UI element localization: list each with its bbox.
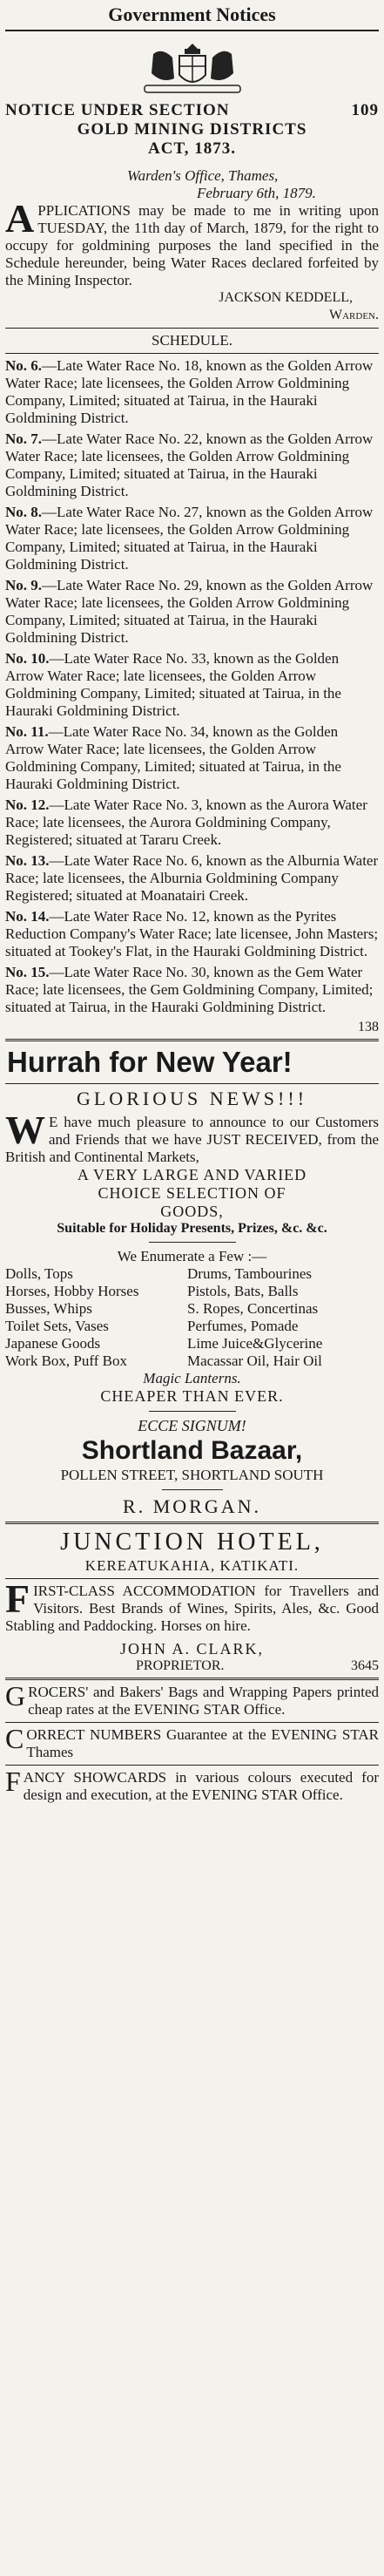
schedule-item-text: —Late Water Race No. 33, known as the Golden Arrow Water Race; late licensees, the Golden Arrow Goldmining Company, Limited; situated at Tairua, in the Hauraki Goldmining District. xyxy=(5,650,341,719)
divider xyxy=(5,1678,379,1680)
headline-2: CHOICE SELECTION OF xyxy=(98,1184,286,1202)
hotel-name: JUNCTION HOTEL, xyxy=(60,1529,324,1556)
small-ad xyxy=(5,1680,379,1718)
schedule-item-number: No. 14. xyxy=(5,908,50,925)
schedule-list xyxy=(5,357,379,1016)
divider xyxy=(5,1522,379,1524)
royal-coat-of-arms-icon xyxy=(127,37,258,98)
schedule-item-text: —Late Water Race No. 6, known as the Alburnia Water Race; late licensees, the Alburnia Goldmining Company Registered; situated at Moanatairi Creek. xyxy=(5,852,379,904)
small-ad-cap: C xyxy=(5,1723,24,1754)
divider xyxy=(5,1039,379,1041)
schedule-item xyxy=(5,723,379,793)
hotel-proprietor: JOHN A. CLARK, xyxy=(119,1640,264,1657)
goods-row xyxy=(5,1265,379,1283)
schedule-item-text: —Late Water Race No. 22, known as the Golden Arrow Water Race; late licensees, the Golden Arrow Goldmining Company, Limited; situated at Tairua, in the Hauraki Goldmining District. xyxy=(5,430,374,499)
suitable-line: Suitable for Holiday Presents, Prizes, &c. &c. xyxy=(57,1221,327,1236)
schedule-item xyxy=(5,964,379,1016)
divider xyxy=(5,328,379,329)
bazaar-owner: R. MORGAN. xyxy=(123,1495,261,1517)
small-ad xyxy=(5,1766,379,1804)
small-ad-cap: F xyxy=(5,1766,21,1797)
enumerate-line: We Enumerate a Few :— xyxy=(117,1248,267,1264)
schedule-item-text: —Late Water Race No. 3, known as the Aurora Water Race; late licensees, the Aurora Goldmining Company, Registered; situated at Tararu Creek. xyxy=(5,797,367,848)
divider xyxy=(5,353,379,354)
goods-row xyxy=(5,1335,379,1352)
divider xyxy=(5,30,379,31)
schedule-item xyxy=(5,852,379,905)
small-ads xyxy=(5,1680,379,1804)
magic-lanterns: Magic Lanterns. xyxy=(143,1370,241,1386)
schedule-item-number: No. 6. xyxy=(5,357,43,374)
schedule-item-number: No. 9. xyxy=(5,577,43,593)
goods-row xyxy=(5,1352,379,1370)
signature-title: Warden. xyxy=(329,308,379,322)
small-ad-text: ORRECT NUMBERS Guarantee at the EVENING STAR Thames xyxy=(26,1726,379,1760)
goods-right: Lime Juice&Glycerine xyxy=(187,1335,323,1352)
schedule-item-number: No. 12. xyxy=(5,797,50,813)
headline-3: GOODS, xyxy=(160,1203,224,1220)
hotel-location: KEREATUKAHIA, KATIKATI. xyxy=(84,1557,300,1574)
schedule-item xyxy=(5,650,379,720)
schedule-item-text: —Late Water Race No. 27, known as the Golden Arrow Water Race; late licensees, the Golden Arrow Goldmining Company, Limited; situated at Tairua, in the Hauraki Goldmining District. xyxy=(5,504,374,573)
ecce-signum: ECCE SIGNUM! xyxy=(138,1417,246,1434)
schedule-item-text: —Late Water Race No. 18, known as the Golden Arrow Water Race; late licensees, the Golden Arrow Goldmining Company, Limited; situated at Tairua, in the Hauraki Goldmining District. xyxy=(5,357,374,426)
schedule-item xyxy=(5,797,379,849)
schedule-heading: SCHEDULE. xyxy=(151,332,233,349)
goods-row xyxy=(5,1318,379,1335)
schedule-item-text: —Late Water Race No. 12, known as the Pyrites Reduction Company's Water Race; late licensee, John Masters; situated at Tookey's Flat, in the Hauraki Goldmining District. xyxy=(5,908,379,959)
glorious-news: GLORIOUS NEWS!!! xyxy=(76,1088,308,1109)
divider xyxy=(5,1083,379,1084)
divider xyxy=(162,1489,223,1490)
schedule-item xyxy=(5,430,379,500)
notice-ref: 138 xyxy=(358,1020,379,1034)
goods-right: Macassar Oil, Hair Oil xyxy=(187,1352,322,1369)
bazaar-street: POLLEN STREET, SHORTLAND SOUTH xyxy=(60,1467,324,1483)
schedule-item xyxy=(5,504,379,573)
schedule-item-text: —Late Water Race No. 34, known as the Golden Arrow Water Race; late licensees, the Golden Arrow Goldmining Company, Limited; situated at Tairua, in the Hauraki Goldmining District. xyxy=(5,723,341,792)
divider xyxy=(5,1722,379,1723)
office-date: February 6th, 1879. xyxy=(197,185,316,201)
goods-right: Drums, Tambourines xyxy=(187,1265,312,1282)
goods-right: Perfumes, Pomade xyxy=(187,1318,299,1334)
divider xyxy=(149,1242,236,1243)
schedule-item-number: No. 7. xyxy=(5,430,43,447)
goods-right: Pistols, Bats, Balls xyxy=(187,1283,299,1299)
goods-left: Horses, Hobby Horses xyxy=(5,1283,139,1299)
schedule-item-text: —Late Water Race No. 29, known as the Golden Arrow Water Race; late licensees, the Golden Arrow Goldmining Company, Limited; situated at Tairua, in the Hauraki Goldmining District. xyxy=(5,577,374,646)
goods-right: S. Ropes, Concertinas xyxy=(187,1300,319,1317)
notice-body: APPLICATIONS may be made to me in writing upon TUESDAY, the 11th day of March, 1879, for the right to occupy for goldmining purposes the land specified in the Schedule hereunder, being Water Races declared forfeited by the Mining Inspector. xyxy=(5,196,379,288)
office-line: Warden's Office, Thames, xyxy=(127,167,279,184)
goods-list xyxy=(5,1265,379,1370)
hotel-title-row: PROPRIETOR. 3645 xyxy=(136,1658,379,1673)
goods-row xyxy=(5,1300,379,1318)
schedule-item xyxy=(5,357,379,427)
small-ad-text: ROCERS' and Bakers' Bags and Wrapping Papers printed cheap rates at the EVENING STAR Office. xyxy=(28,1684,379,1718)
section-header: Government Notices xyxy=(108,3,276,25)
newyear-title: Hurrah for New Year! xyxy=(7,1046,293,1078)
bazaar-name: Shortland Bazaar, xyxy=(81,1436,303,1465)
cheaper-line: CHEAPER THAN EVER. xyxy=(100,1387,284,1405)
notice-title: NOTICE UNDER SECTION 109 GOLD MINING DISTRICTS ACT, 1873. xyxy=(5,101,379,158)
goods-left: Dolls, Tops xyxy=(5,1265,73,1282)
small-ad xyxy=(5,1723,379,1761)
small-ad-text: ANCY SHOWCARDS in various colours executed for design and execution, at the EVENING STAR Office. xyxy=(23,1769,379,1803)
divider xyxy=(5,1765,379,1766)
goods-left: Japanese Goods xyxy=(5,1335,101,1352)
schedule-item-number: No. 11. xyxy=(5,723,49,740)
headline-1: A VERY LARGE AND VARIED xyxy=(77,1166,307,1183)
schedule-item-number: No. 8. xyxy=(5,504,43,520)
goods-row xyxy=(5,1283,379,1300)
signature: JACKSON KEDDELL, xyxy=(219,290,353,305)
divider xyxy=(5,1578,379,1579)
schedule-item-text: —Late Water Race No. 30, known as the Gem Water Race; late licensees, the Gem Goldmining Company, Limited; situated at Tairua, in the Hauraki Goldmining District. xyxy=(5,964,374,1015)
schedule-item-number: No. 15. xyxy=(5,964,50,980)
divider xyxy=(149,1411,236,1412)
schedule-item-number: No. 13. xyxy=(5,852,50,869)
hotel-body: FIRST-CLASS ACCOMMODATION for Travellers and Visitors. Best Brands of Wines, Spirits, Ales, &c. Good Stabling and Paddocking. Horses on hire. xyxy=(5,1576,379,1634)
goods-left: Work Box, Puff Box xyxy=(5,1352,127,1369)
goods-left: Toilet Sets, Vases xyxy=(5,1318,109,1334)
schedule-item-number: No. 10. xyxy=(5,650,50,667)
schedule-item xyxy=(5,577,379,647)
goods-left: Busses, Whips xyxy=(5,1300,92,1317)
small-ad-cap: G xyxy=(5,1680,26,1712)
newyear-intro: W E have much pleasure to announce to our Customers and Friends that we have JUST RECEIVED, from the British and Continental Markets, xyxy=(5,1108,379,1165)
schedule-item xyxy=(5,908,379,960)
